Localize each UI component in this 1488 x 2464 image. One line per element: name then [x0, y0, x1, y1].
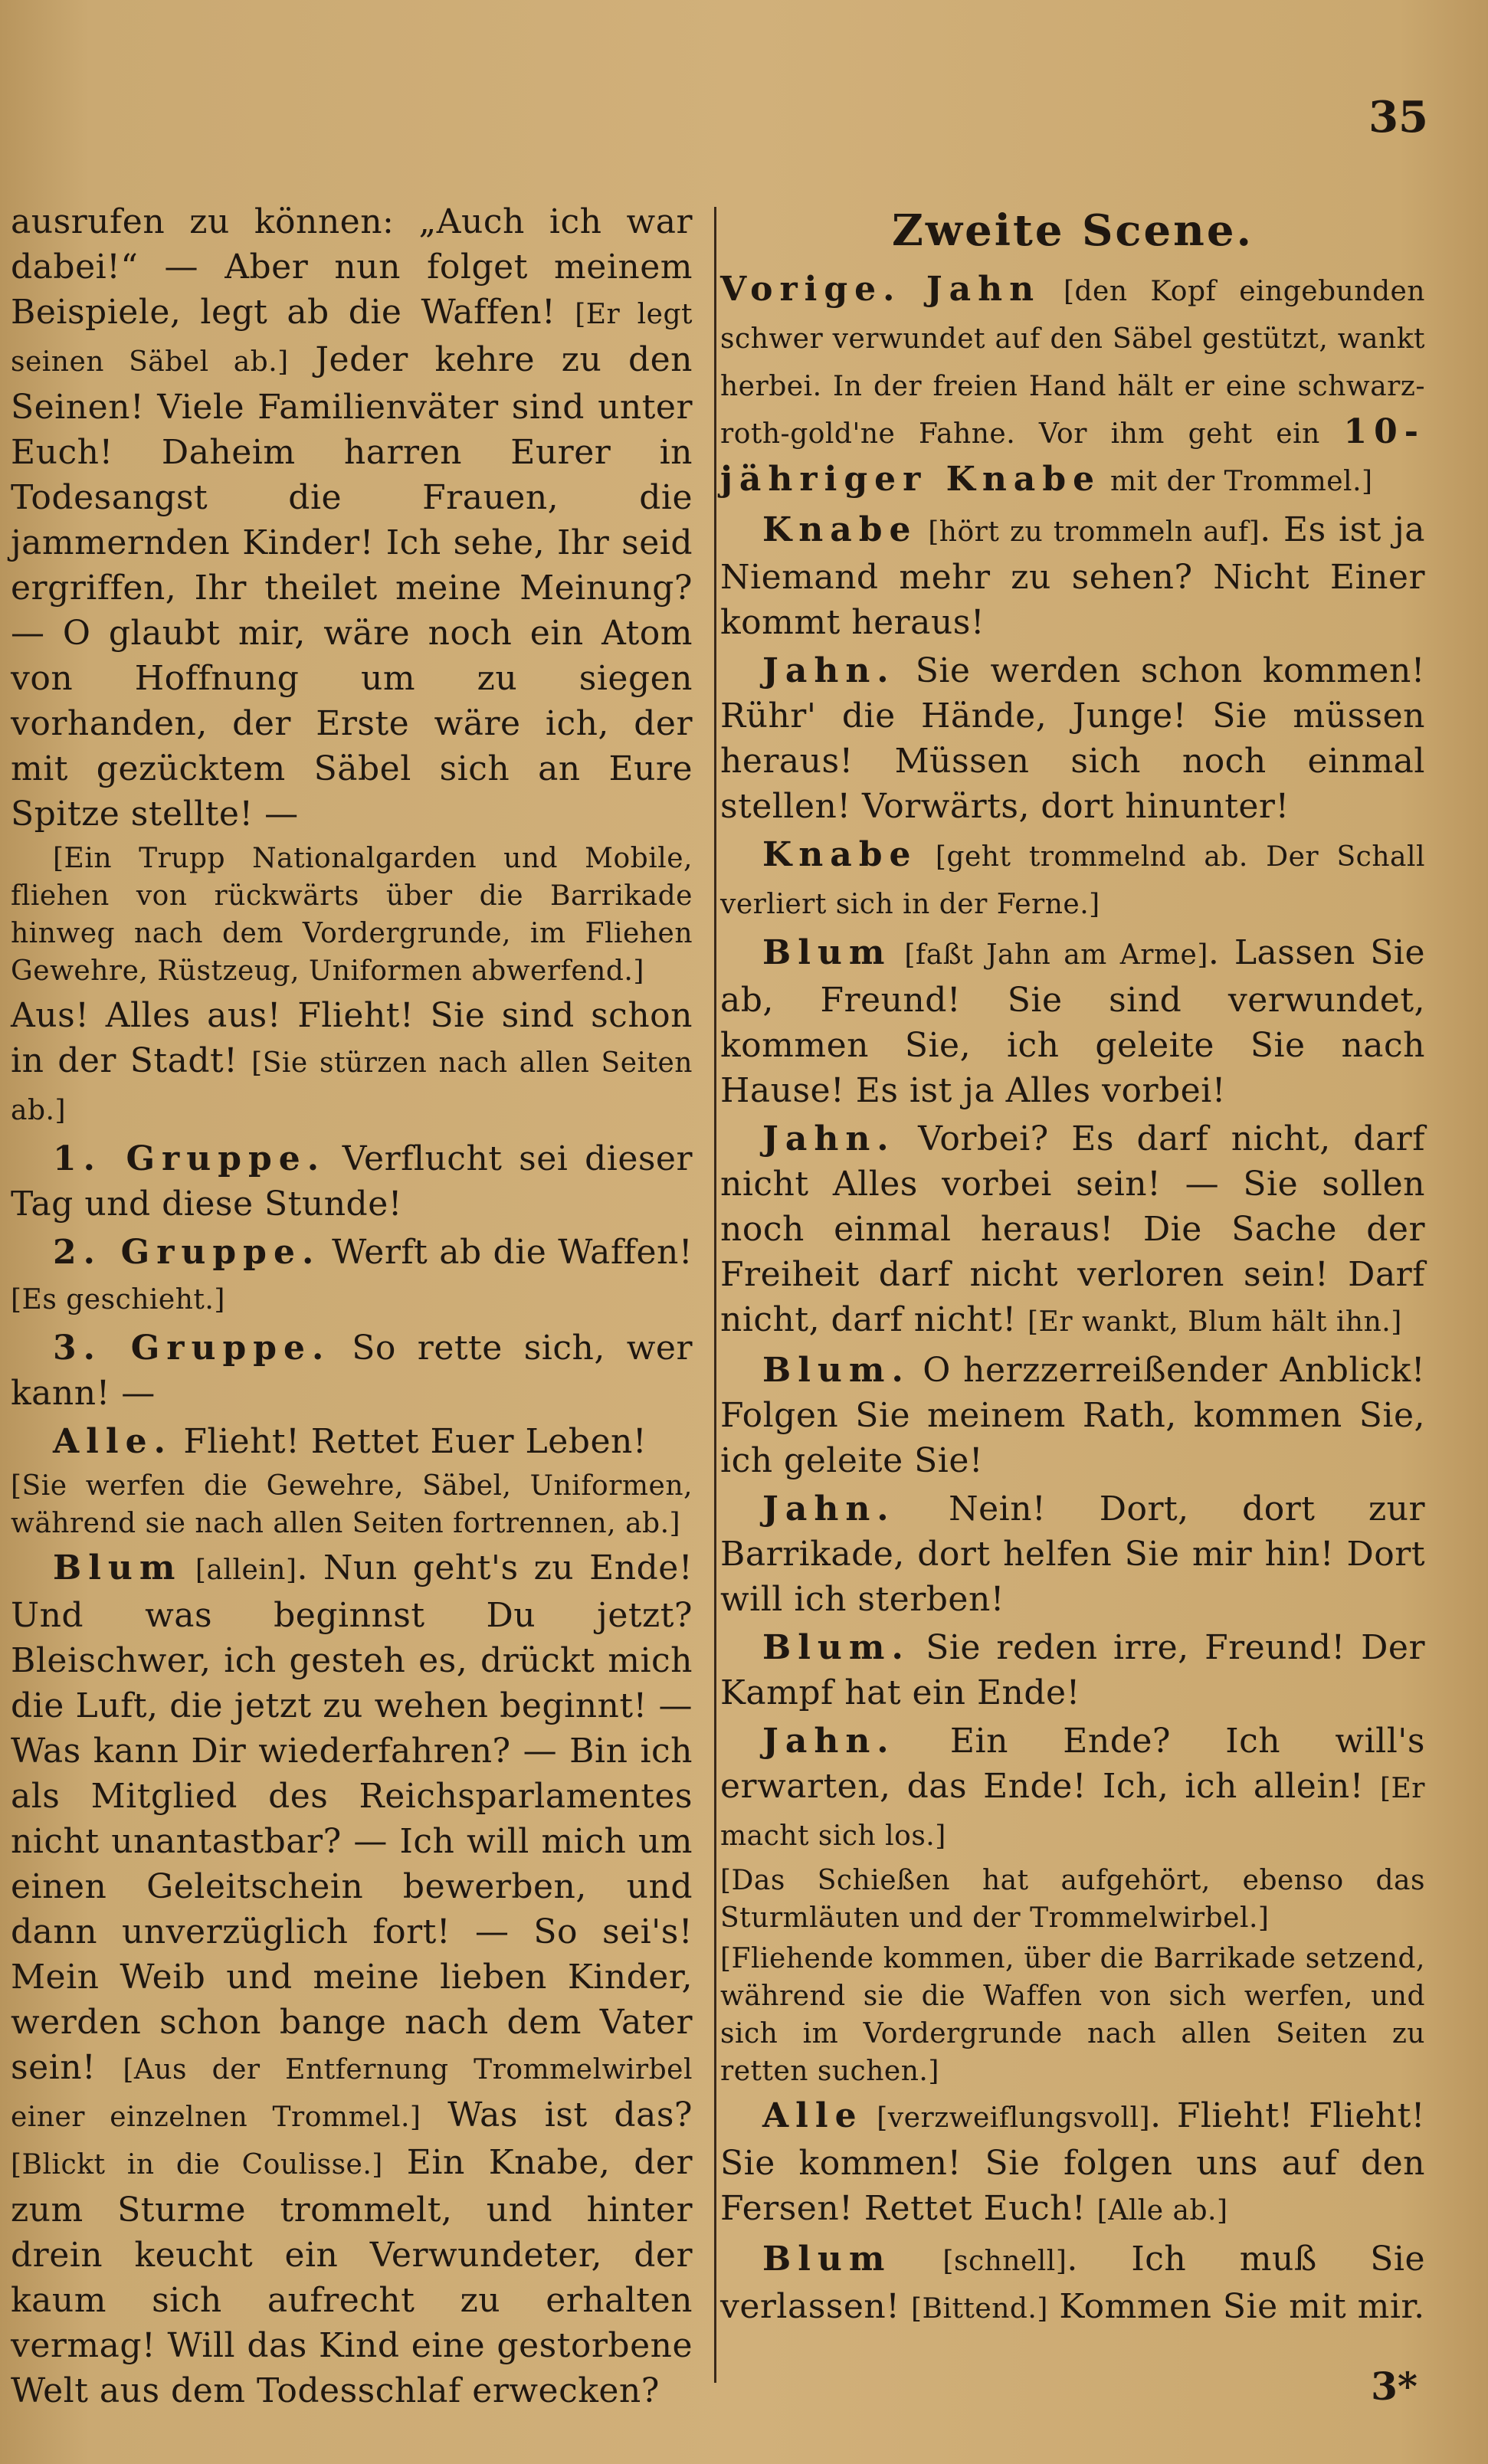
speaker-name: 3. Gruppe.	[53, 1329, 331, 1368]
text-run: Nein! Dort, dort zur Barrikade, dort helfen Sie mir hin! Dort will ich sterben!	[720, 1489, 1425, 1619]
text-run	[901, 270, 926, 309]
dialogue-paragraph	[720, 832, 1425, 927]
dialogue-paragraph	[720, 1348, 1425, 1483]
text-run: Ein Ende? Ich will's erwarten, das Ende! Ich, ich allein!	[720, 1722, 1425, 1806]
stage-note: [allein]	[182, 1555, 297, 1586]
speaker-name: Knabe	[762, 510, 918, 549]
speaker-name: Blum	[762, 933, 892, 972]
text-run: O herzzerreißender Anblick! Folgen Sie meinem Rath, kommen Sie, ich geleite Sie!	[720, 1351, 1425, 1480]
stage-direction	[11, 840, 693, 990]
dialogue-paragraph	[11, 1136, 693, 1227]
speaker-name: 2. Gruppe.	[53, 1233, 321, 1272]
text-run: Ein Knabe, der zum Sturme trommelt, und hinter drein keucht ein Verwundeter, der kaum sich aufrecht zu erhalten vermag! Will das Kind eine gestorbene Welt aus dem Todesschlaf erwecken?	[11, 2143, 693, 2410]
text-run: Flieht! Rettet Euer Leben!	[172, 1422, 647, 1461]
text-run: . Nun geht's zu Ende! Und was beginnst Du jetzt? Bleischwer, ich gesteh es, drückt mich die Luft, die jetzt zu wehen beginnt! — Was kann Dir wiederfahren? — Bin ich als Mitglied des Reichsparlamentes nicht unantastbar? — Ich will mich um einen Geleitschein bewerben, und dann unverzüglich fort! — So sei's! Mein Weib und meine lieben Kinder, werden schon bange nach dem Vater sein!	[11, 1548, 693, 2087]
stage-note: [Bittend.]	[910, 2293, 1048, 2325]
stage-note: [Alle ab.]	[1096, 2195, 1228, 2226]
stage-note: [Sie stürzen nach allen Seiten ab.]	[11, 1047, 693, 1126]
dialogue-paragraph	[720, 1719, 1425, 1859]
stage-note: [schnell]	[891, 2246, 1067, 2277]
stage-note: [Er wankt, Blum hält ihn.]	[1028, 1306, 1402, 1338]
stage-note: [Er macht sich los.]	[720, 1773, 1425, 1852]
speaker-name: Jahn	[926, 270, 1041, 309]
stage-direction	[720, 1862, 1425, 1937]
dialogue-paragraph	[11, 1325, 693, 1416]
speaker-name: Blum.	[762, 1628, 910, 1667]
text-run: Was ist das?	[421, 2095, 693, 2135]
dialogue-paragraph	[11, 1230, 693, 1322]
stage-note: [faßt Jahn am Arme]	[891, 939, 1208, 971]
column-divider	[714, 207, 716, 2383]
stage-note: [Er legt seinen Säbel ab.]	[11, 299, 693, 378]
dialogue-paragraph	[11, 1419, 693, 1464]
speaker-name: Jahn.	[762, 1722, 896, 1761]
text-run: . Lassen Sie ab, Freund! Sie sind verwundet, kommen Sie, ich geleite Sie nach Hause! Es ist ja Alles vorbei!	[720, 933, 1425, 1110]
dialogue-paragraph	[720, 930, 1425, 1113]
text-run: . Ich muß Sie verlassen!	[720, 2240, 1426, 2326]
stage-note: [hört zu trommeln auf]	[917, 516, 1260, 548]
left-column	[11, 199, 693, 2416]
stage-note: [geht trommelnd ab. Der Schall verliert sich in der Ferne.]	[720, 841, 1425, 920]
text-run: Sie werden schon kommen! Rühr' die Hände, Junge! Sie müssen heraus! Müssen sich noch einmal stellen! Vorwärts, dort hinunter!	[720, 651, 1425, 826]
dialogue-paragraph	[11, 199, 693, 837]
text-run: Sie reden irre, Freund! Der Kampf hat ein Ende!	[720, 1628, 1425, 1712]
stage-note: [Blickt in die Coulisse.]	[11, 2149, 383, 2181]
stage-note: [verzweiflungsvoll]	[863, 2102, 1151, 2134]
text-run: So rette sich, wer kann! —	[11, 1329, 693, 1413]
speaker-name: Jahn.	[762, 651, 896, 690]
speaker-name: Jahn.	[762, 1489, 896, 1529]
text-run: . Flieht! Flieht! Sie kommen! Sie folgen uns auf den Fersen! Rettet Euch!	[720, 2096, 1425, 2228]
right-column	[720, 199, 1425, 2335]
stage-note: mit der Trommel.]	[1101, 466, 1373, 497]
text-run: ausrufen zu können: „Auch ich war dabei!“ — Aber nun folget meinem Beispiele, legt ab die Waffen!	[11, 202, 693, 332]
stage-note: [Aus der Entfernung Trommelwirbel einer einzelnen Trommel.]	[11, 2054, 693, 2133]
text-run: [Sie werfen die Gewehre, Säbel, Uniformen, während sie nach allen Seiten fortrennen, ab.]	[11, 1470, 693, 1539]
dialogue-paragraph	[720, 2093, 1425, 2233]
text-run: [Ein Trupp Nationalgarden und Mobile, fliehen von rückwärts über die Barrikade hinweg nach dem Vordergrunde, im Fliehen Gewehre, Rüstzeug, Uniformen abwerfend.]	[11, 843, 693, 987]
dialogue-paragraph	[720, 507, 1425, 645]
stage-note: [Es geschieht.]	[11, 1284, 225, 1316]
dialogue-paragraph	[720, 267, 1425, 504]
text-run: Jeder kehre zu den Seinen! Viele Familienväter sind unter Euch! Daheim harren Eurer in Todesangst die Frauen, die jammernden Kinder! Ich sehe, Ihr seid ergriffen, Ihr theilet meine Meinung? — O glaubt mir, wäre noch ein Atom von Hoffnung um zu siegen vorhanden, der Erste wäre ich, der mit gezücktem Säbel sich an Eure Spitze stellte! —	[11, 340, 693, 834]
dialogue-paragraph	[720, 1116, 1425, 1345]
speaker-name: Blum.	[762, 1351, 910, 1390]
speaker-name: 1. Gruppe.	[53, 1139, 326, 1178]
text-run: [Fliehende kommen, über die Barrikade setzend, während sie die Waffen von sich werfen, und sich im Vordergrunde nach allen Seiten zu retten suchen.]	[720, 1943, 1425, 2087]
text-run: Aus! Alles aus! Flieht! Sie sind schon in der Stadt!	[11, 996, 693, 1080]
dialogue-paragraph	[720, 648, 1425, 829]
speaker-name: Jahn.	[762, 1119, 896, 1158]
stage-note: [den Kopf eingebunden schwer verwundet auf den Säbel gestützt, wankt herbei. In der freien Hand hält er eine schwarz-roth-gold'ne Fahne. Vor ihm geht ein	[720, 276, 1425, 450]
text-run: Verflucht sei dieser Tag und diese Stunde!	[11, 1139, 693, 1224]
scene-title	[720, 205, 1425, 256]
speaker-name: 10-jähriger Knabe	[720, 412, 1425, 499]
text-run: . Es ist ja Niemand mehr zu sehen? Nicht Einer kommt heraus!	[720, 510, 1425, 642]
speaker-name: Vorige.	[720, 270, 902, 309]
dialogue-paragraph	[720, 1625, 1425, 1715]
page-number: 35	[1368, 92, 1428, 143]
text-run: Vorbei? Es darf nicht, darf nicht Alles vorbei sein! — Sie sollen noch einmal heraus! Die Sache der Freiheit darf nicht verloren sein! Darf nicht, darf nicht!	[720, 1119, 1425, 1339]
speaker-name: Blum	[53, 1548, 182, 1588]
speaker-name: Blum	[762, 2240, 892, 2279]
speaker-name: Alle.	[53, 1422, 172, 1461]
speaker-name: Alle	[762, 2096, 864, 2135]
dialogue-paragraph	[720, 2236, 1425, 2331]
text-run: [Das Schießen hat aufgehört, ebenso das Sturmläuten und der Trommelwirbel.]	[720, 1865, 1425, 1934]
speaker-name: Knabe	[762, 835, 918, 874]
text-run: Werft ab die Waffen!	[320, 1233, 693, 1272]
stage-direction	[720, 1940, 1425, 2090]
text-run: Kommen Sie mit mir.	[1047, 2287, 1425, 2326]
stage-direction	[11, 1467, 693, 1542]
text-run: Zweite Scene.	[892, 205, 1254, 256]
signature-mark: 3*	[1371, 2364, 1418, 2409]
dialogue-paragraph	[11, 1545, 693, 2413]
dialogue-paragraph	[11, 993, 693, 1133]
dialogue-paragraph	[720, 1486, 1425, 1622]
